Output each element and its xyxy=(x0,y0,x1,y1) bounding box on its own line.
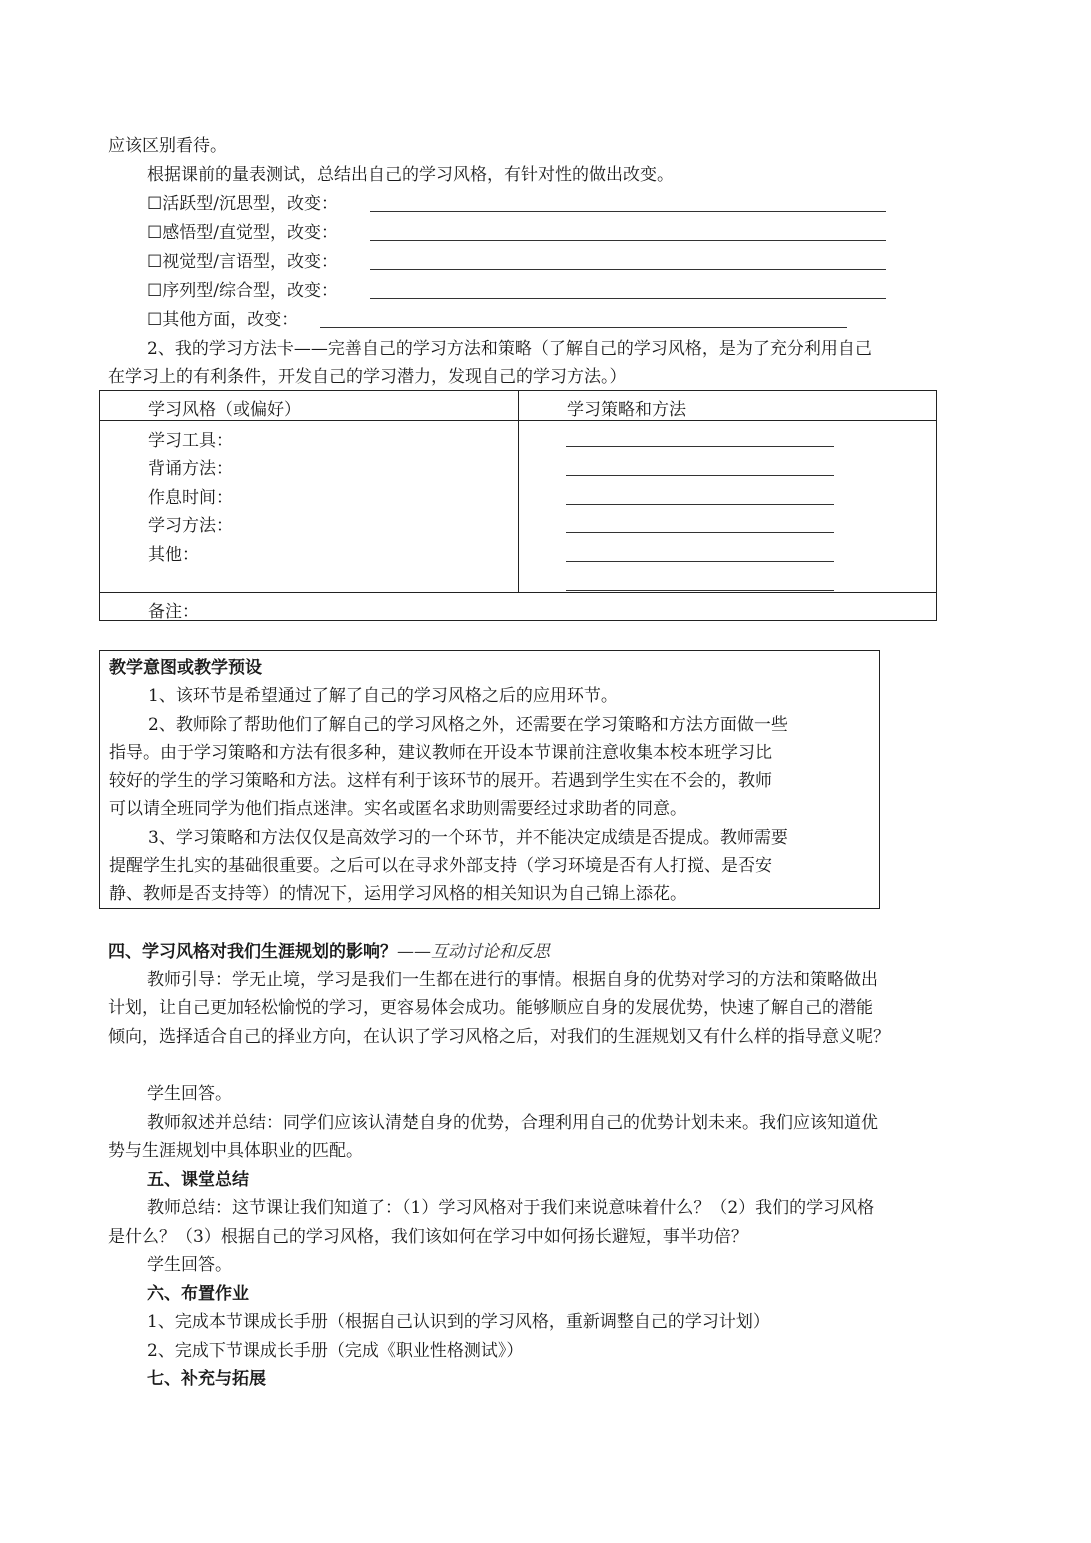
card-item: 背诵方法： xyxy=(148,459,233,479)
divider xyxy=(100,592,936,593)
card-item: 作息时间： xyxy=(148,488,233,508)
section4-subtitle: ——互动讨论和反思 xyxy=(397,942,550,962)
intent-line: 3、学习策略和方法仅仅是高效学习的一个环节，并不能决定成绩是否提成。教师需要 xyxy=(148,828,788,848)
student-answer: 学生回答。 xyxy=(147,1255,232,1275)
intent-line: 指导。由于学习策略和方法有很多种，建议教师在开设本节课前注意收集本校本班学习比 xyxy=(109,743,772,763)
teaching-intent-box xyxy=(99,650,880,909)
section4-heading xyxy=(108,940,550,964)
col-header-style: 学习风格（或偏好） xyxy=(148,400,301,420)
card-item: 其他： xyxy=(148,545,199,565)
student-answer: 学生回答。 xyxy=(147,1084,232,1104)
guide-line: 教师引导：学无止境，学习是我们一生都在进行的事情。根据自身的优势对学习的方法和策略做出 xyxy=(147,970,878,990)
method-card-table xyxy=(99,390,937,621)
strategy-blank[interactable] xyxy=(566,504,834,505)
scale-intro: 根据课前的量表测试，总结出自己的学习风格，有针对性的做出改变。 xyxy=(147,165,674,185)
method-card-intro: 2、我的学习方法卡——完善自己的学习方法和策略（了解自己的学习风格，是为了充分利用自己 xyxy=(147,339,872,359)
answer-line[interactable] xyxy=(370,240,886,241)
homework-item: 1、完成本节课成长手册（根据自己认识到的学习风格，重新调整自己的学习计划） xyxy=(147,1312,770,1332)
summary-line: 教师叙述并总结：同学们应该认清楚自身的优势，合理利用自己的优势计划未来。我们应该知道优 xyxy=(147,1113,878,1133)
strategy-blank[interactable] xyxy=(566,446,834,447)
col-header-strategy: 学习策略和方法 xyxy=(567,400,686,420)
checkbox-item[interactable]: ☐其他方面，改变： xyxy=(147,310,299,330)
intent-title: 教学意图或教学预设 xyxy=(109,658,262,678)
section5-heading: 五、课堂总结 xyxy=(147,1170,249,1190)
section6-heading: 六、布置作业 xyxy=(147,1284,249,1304)
intent-line: 2、教师除了帮助他们了解自己的学习风格之外，还需要在学习策略和方法方面做一些 xyxy=(148,715,788,735)
strategy-blank[interactable] xyxy=(566,475,834,476)
intent-line: 较好的学生的学习策略和方法。这样有利于该环节的展开。若遇到学生实在不会的，教师 xyxy=(109,771,772,791)
answer-line[interactable] xyxy=(370,269,886,270)
strategy-blank[interactable] xyxy=(566,532,834,533)
answer-line[interactable] xyxy=(320,327,847,328)
answer-line[interactable] xyxy=(370,298,886,299)
card-item: 学习方法： xyxy=(148,516,233,536)
checkbox-item[interactable]: ☐感悟型/直觉型，改变： xyxy=(147,223,338,243)
section4-title: 四、学习风格对我们生涯规划的影响？ xyxy=(108,942,397,962)
intent-line: 静、教师是否支持等）的情况下，运用学习风格的相关知识为自己锦上添花。 xyxy=(109,884,687,904)
section5-line: 是什么？（3）根据自己的学习风格，我们该如何在学习中如何扬长避短，事半功倍？ xyxy=(108,1227,748,1247)
guide-line: 倾向，选择适合自己的择业方向，在认识了学习风格之后，对我们的生涯规划又有什么样的指导意义呢？ xyxy=(108,1027,890,1047)
guide-line: 计划，让自己更加轻松愉悦的学习，更容易体会成功。能够顺应自身的发展优势，快速了解自己的潜能 xyxy=(108,998,873,1018)
section5-line: 教师总结：这节课让我们知道了：（1）学习风格对于我们来说意味着什么？（2）我们的学习风格 xyxy=(147,1198,875,1218)
divider xyxy=(518,391,519,592)
section7-heading: 七、补充与拓展 xyxy=(147,1369,266,1389)
checkbox-item[interactable]: ☐活跃型/沉思型，改变： xyxy=(147,194,338,214)
checkbox-item[interactable]: ☐序列型/综合型，改变： xyxy=(147,281,338,301)
strategy-blank[interactable] xyxy=(566,561,834,562)
intent-line: 1、该环节是希望通过了解了自己的学习风格之后的应用环节。 xyxy=(148,686,618,706)
method-card-intro-cont: 在学习上的有利条件，开发自己的学习潜力，发现自己的学习方法。） xyxy=(108,367,627,387)
checkbox-item[interactable]: ☐视觉型/言语型，改变： xyxy=(147,252,338,272)
answer-line[interactable] xyxy=(370,211,886,212)
intent-line: 提醒学生扎实的基础很重要。之后可以在寻求外部支持（学习环境是否有人打搅、是否安 xyxy=(109,856,772,876)
homework-item: 2、完成下节课成长手册（完成《职业性格测试》） xyxy=(147,1341,524,1361)
summary-line: 势与生涯规划中具体职业的匹配。 xyxy=(108,1141,363,1161)
intent-line: 可以请全班同学为他们指点迷津。实名或匿名求助则需要经过求助者的同意。 xyxy=(109,799,687,819)
intro-line: 应该区别看待。 xyxy=(108,136,227,156)
note-label: 备注： xyxy=(148,602,199,622)
card-item: 学习工具： xyxy=(148,431,233,451)
strategy-blank[interactable] xyxy=(566,590,834,591)
